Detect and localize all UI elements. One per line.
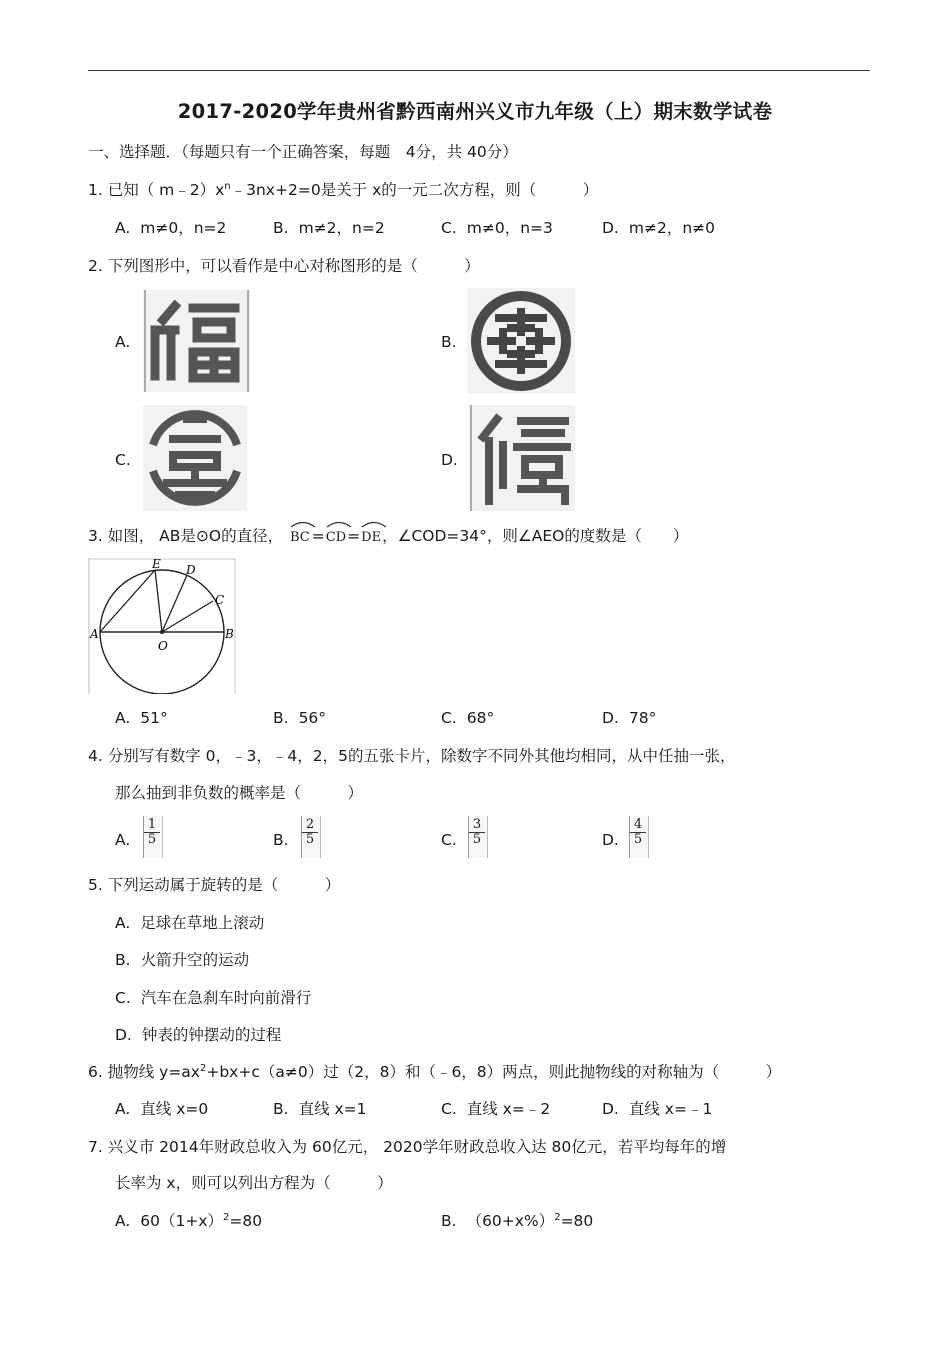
q2-figure-c-seal xyxy=(143,405,247,511)
label-o: O xyxy=(158,639,168,653)
q1-option-d: D. m≠2，n≠0 xyxy=(602,219,715,237)
q3-circle-diagram xyxy=(88,558,236,694)
q4-option-d-fraction: $\frac{4}{5}$ xyxy=(630,818,646,847)
q6-option-c: C. 直线 x=﹣2 xyxy=(441,1100,551,1118)
q6-option-b: B. 直线 x=1 xyxy=(273,1100,367,1118)
q2-option-b-label: B. xyxy=(441,333,457,351)
q4-option-c-fraction: $\frac{3}{5}$ xyxy=(469,818,485,847)
q2-figure-b-seal xyxy=(467,288,575,394)
q2-figure-a-seal xyxy=(143,290,250,392)
arc-cd: CD xyxy=(326,526,346,548)
q4-option-a-letter: A. xyxy=(115,831,131,849)
question-4-stem-line2: 那么抽到非负数的概率是（ ） xyxy=(115,784,364,802)
page-title: 2017-2020学年贵州省黔西南州兴义市九年级（上）期末数学试卷 xyxy=(177,100,773,123)
question-2-stem: 2. 下列图形中，可以看作是中心对称图形的是（ ） xyxy=(88,257,480,275)
q3-option-b: B. 56° xyxy=(273,709,327,727)
q3-option-d: D. 78° xyxy=(602,709,657,727)
label-e: E xyxy=(152,558,161,571)
arc-de: DE xyxy=(361,526,381,548)
q4-option-b-fraction: $\frac{2}{5}$ xyxy=(302,818,318,847)
q5-option-a: A. 足球在草地上滚动 xyxy=(115,914,265,932)
q1-option-c: C. m≠0，n=3 xyxy=(441,219,553,237)
label-a: A xyxy=(90,627,99,641)
q6-option-a: A. 直线 x=0 xyxy=(115,1100,209,1118)
label-b: B xyxy=(225,627,234,641)
q1-option-b: B. m≠2，n=2 xyxy=(273,219,385,237)
header-rule xyxy=(88,70,870,71)
q6-option-d: D. 直线 x=﹣1 xyxy=(602,1100,713,1118)
q2-figure-d-seal xyxy=(469,405,575,511)
q2-option-c-label: C. xyxy=(115,451,131,469)
q7-option-b: B. $(60+x\%)^2=80$ xyxy=(441,1211,594,1230)
arc-bc: BC xyxy=(290,526,310,548)
q4-option-c-letter: C. xyxy=(441,831,457,849)
question-1-stem: 1. 已知（ $m﹣2)x^n﹣3nx+2=0$是关于 x的一元二次方程，则（ ） xyxy=(88,180,599,199)
q4-option-d-letter: D. xyxy=(602,831,619,849)
label-d: D xyxy=(186,563,196,577)
q5-option-c: C. 汽车在急刹车时向前滑行 xyxy=(115,989,312,1007)
question-4-stem-line1: 4. 分别写有数字 0，﹣3，﹣4，2，5的五张卡片，除数字不同外其他均相同，从中任抽一张， xyxy=(88,747,736,765)
question-3-stem: 3. 如图， AB是⊙O的直径， BC = CD= DE，∠COD=34°，则∠AEO的度数是（ ） xyxy=(88,526,688,548)
section-heading: 一、选择题．（每题只有一个正确答案，每题 4分，共 40分） xyxy=(88,143,518,161)
q3-option-c: C. 68° xyxy=(441,709,495,727)
q5-option-b: B. 火箭升空的运动 xyxy=(115,951,250,969)
question-6-stem: 6. 抛物线 $y=ax^2+bx+c(a\ne 0)$过（2，8）和（﹣6，8）两点，则此抛物线的对称轴为（ ） xyxy=(88,1062,782,1081)
q3-option-a: A. 51° xyxy=(115,709,168,727)
question-7-stem-line1: 7. 兴义市 2014年财政总收入为 60亿元， 2020学年财政总收入达 80亿元，若平均每年的增 xyxy=(88,1138,727,1156)
question-5-stem: 5. 下列运动属于旋转的是（ ） xyxy=(88,876,341,894)
q4-option-a-fraction: $\frac{1}{5}$ xyxy=(144,818,160,847)
q1-option-a: A. m≠0，n=2 xyxy=(115,219,227,237)
q5-option-d: D. 钟表的钟摆动的过程 xyxy=(115,1026,282,1044)
question-7-stem-line2: 长率为 x，则可以列出方程为（ ） xyxy=(115,1174,393,1192)
q2-option-d-label: D. xyxy=(441,451,458,469)
q2-option-a-label: A. xyxy=(115,333,131,351)
label-c: C xyxy=(215,593,225,607)
q4-option-b-letter: B. xyxy=(273,831,289,849)
q7-option-a: A. $60(1+x)^2=80$ xyxy=(115,1211,263,1230)
